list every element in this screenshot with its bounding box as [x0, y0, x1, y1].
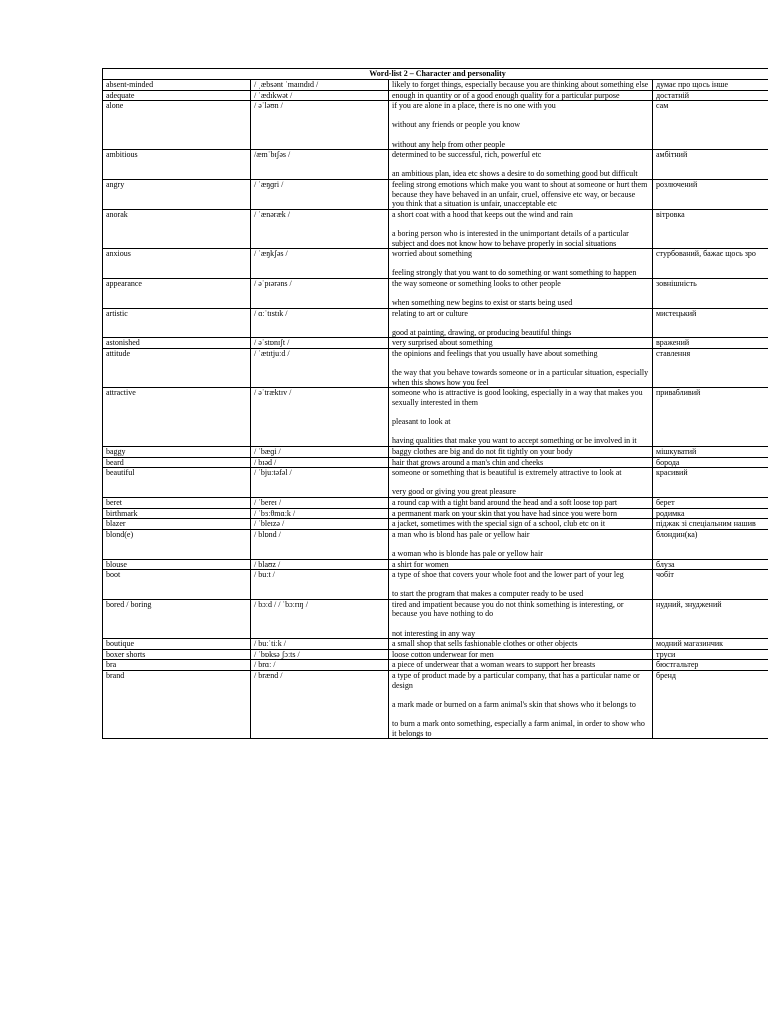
table-row [103, 671, 768, 739]
pronunciation-cell: / blɒnd / [251, 529, 389, 559]
definition-text: someone who is attractive is good looking, especially in a way that makes you sexually interested in them [392, 388, 643, 407]
definition-text: a mark made or burned on a farm animal's skin that shows who it belongs to [392, 699, 636, 709]
definition-text: a shirt for women [392, 559, 449, 569]
table-row [103, 249, 768, 279]
definition-text: a round cap with a tight band around the head and a soft loose top part [392, 497, 618, 507]
word-cell: alone [103, 101, 251, 150]
word-list-body [103, 69, 768, 739]
definition-text: when something new begins to exist or starts being used [392, 298, 573, 308]
definition-text: a woman who is blonde has pale or yellow hair [392, 548, 543, 558]
word-cell: boot [103, 570, 251, 600]
table-row [103, 278, 768, 308]
table-row [103, 150, 768, 180]
definition-text: good at painting, drawing, or producing beautiful things [392, 327, 572, 337]
definition-text: a permanent mark on your skin that you have had since you were born [392, 508, 618, 518]
pronunciation-cell: / ˈbæɡi / [251, 446, 389, 457]
definition-text: very surprised about something [392, 338, 493, 348]
definition-cell [389, 446, 653, 457]
pronunciation-cell: / əˈpɪərəns / [251, 278, 389, 308]
definition-cell [389, 508, 653, 519]
pronunciation-cell: / əˈləʊn / [251, 101, 389, 150]
definition-text: very good or giving you great pleasure [392, 487, 516, 497]
table-row [103, 649, 768, 660]
definition-text: the opinions and feelings that you usually have about something [392, 349, 598, 359]
definition-text: worried about something [392, 249, 472, 259]
table-row [103, 308, 768, 338]
translation-cell: привабливий [653, 388, 768, 447]
definition-text: a man who is blond has pale or yellow hair [392, 529, 530, 539]
translation-cell: модний магазинчик [653, 639, 768, 650]
definition-cell [389, 80, 653, 91]
table-row [103, 599, 768, 638]
word-cell: angry [103, 179, 251, 209]
translation-cell: зовнішність [653, 278, 768, 308]
word-cell: beret [103, 497, 251, 508]
translation-cell: мішкуватий [653, 446, 768, 457]
definition-text: not interesting in any way [392, 628, 476, 638]
definition-cell [389, 497, 653, 508]
pronunciation-cell: / ˈbɜːθmɑːk / [251, 508, 389, 519]
translation-cell: амбітний [653, 150, 768, 180]
table-row [103, 80, 768, 91]
pronunciation-cell: / ˈbleɪzə / [251, 519, 389, 530]
table-row [103, 209, 768, 248]
word-cell: appearance [103, 278, 251, 308]
definition-cell [389, 599, 653, 638]
definition-text: determined to be successful, rich, powerful etc [392, 150, 542, 160]
definition-cell [389, 90, 653, 101]
definition-text: feeling strongly that you want to do something or want something to happen [392, 268, 637, 278]
definition-cell [389, 349, 653, 388]
pronunciation-cell: / əˈstɒnɪʃt / [251, 338, 389, 349]
definition-cell [389, 150, 653, 180]
translation-cell: бренд [653, 671, 768, 739]
word-cell: blond(e) [103, 529, 251, 559]
definition-cell [389, 278, 653, 308]
table-row [103, 519, 768, 530]
pronunciation-cell: / əˈtræktɪv / [251, 388, 389, 447]
definition-cell [389, 179, 653, 209]
table-row [103, 179, 768, 209]
definition-cell [389, 671, 653, 739]
definition-cell [389, 660, 653, 671]
definition-text: tired and impatient because you do not think something is interesting, or because you have nothing to do [392, 599, 624, 619]
pronunciation-cell: / brɑː / [251, 660, 389, 671]
definition-text: baggy clothes are big and do not fit tightly on your body [392, 446, 573, 456]
definition-cell [389, 639, 653, 650]
pronunciation-cell: / bɔːd / / ˈbɔːrɪŋ / [251, 599, 389, 638]
word-cell: attractive [103, 388, 251, 447]
definition-cell [389, 457, 653, 468]
table-row [103, 529, 768, 559]
definition-text: if you are alone in a place, there is no one with you [392, 101, 556, 111]
word-cell: artistic [103, 308, 251, 338]
table-row [103, 446, 768, 457]
definition-text: a small shop that sells fashionable clothes or other objects [392, 639, 578, 649]
title-row [103, 69, 768, 80]
translation-cell: блуза [653, 559, 768, 570]
definition-text: pleasant to look at [392, 417, 451, 427]
pronunciation-cell: / bɪəd / [251, 457, 389, 468]
translation-cell: блондин(ка) [653, 529, 768, 559]
definition-cell [389, 249, 653, 279]
table-row [103, 570, 768, 600]
pronunciation-cell: / ˈædɪkwət / [251, 90, 389, 101]
word-cell: anorak [103, 209, 251, 248]
definition-text: a type of shoe that covers your whole foot and the lower part of your leg [392, 570, 624, 580]
definition-cell [389, 101, 653, 150]
table-row [103, 349, 768, 388]
translation-cell: мистецький [653, 308, 768, 338]
pronunciation-cell: / ˈæŋɡri / [251, 179, 389, 209]
translation-cell: ставлення [653, 349, 768, 388]
translation-cell: нудний, знуджений [653, 599, 768, 638]
translation-cell: чобіт [653, 570, 768, 600]
pronunciation-cell: / ˈbjuːtəfəl / [251, 468, 389, 498]
translation-cell: стурбований, бажає щось зро [653, 249, 768, 279]
table-row [103, 457, 768, 468]
definition-cell [389, 209, 653, 248]
pronunciation-cell: / ˈænəræk / [251, 209, 389, 248]
translation-cell: розлючений [653, 179, 768, 209]
word-cell: boutique [103, 639, 251, 650]
word-cell: astonished [103, 338, 251, 349]
definition-text: a type of product made by a particular company, that has a particular name or design [392, 671, 640, 690]
definition-cell [389, 388, 653, 447]
pronunciation-cell: / ˈbɒksə ʃɔːts / [251, 649, 389, 660]
definition-cell [389, 570, 653, 600]
table-row [103, 388, 768, 447]
word-cell: absent-minded [103, 80, 251, 91]
word-cell: boxer shorts [103, 649, 251, 660]
pronunciation-cell: / ˈbereɪ / [251, 497, 389, 508]
word-cell: birthmark [103, 508, 251, 519]
definition-text: feeling strong emotions which make you want to shout at someone or hurt them because they have behaved in an unfair, cruel, offensive etc way, or because you think that a situation is unfair, unacceptable etc [392, 179, 648, 209]
table-row [103, 90, 768, 101]
pronunciation-cell: / buːˈtiːk / [251, 639, 389, 650]
pronunciation-cell: / ɑːˈtɪstɪk / [251, 308, 389, 338]
definition-text: a piece of underwear that a woman wears to support her breasts [392, 660, 596, 670]
pronunciation-cell: / blaʊz / [251, 559, 389, 570]
word-cell: baggy [103, 446, 251, 457]
definition-text: someone or something that is beautiful is extremely attractive to look at [392, 468, 622, 478]
translation-cell: бюстгальтер [653, 660, 768, 671]
definition-cell [389, 529, 653, 559]
word-list-title: Word-list 2 – Character and personality [103, 69, 768, 80]
definition-text: the way someone or something looks to other people [392, 278, 561, 288]
definition-text: without any friends or people you know [392, 120, 520, 130]
word-cell: bored / boring [103, 599, 251, 638]
pronunciation-cell: / brænd / [251, 671, 389, 739]
translation-cell: сам [653, 101, 768, 150]
definition-text: to start the program that makes a computer ready to be used [392, 589, 584, 599]
table-row [103, 101, 768, 150]
word-cell: beautiful [103, 468, 251, 498]
pronunciation-cell: / buːt / [251, 570, 389, 600]
table-row [103, 497, 768, 508]
word-cell: beard [103, 457, 251, 468]
definition-text: a jacket, sometimes with the special sign of a school, club etc on it [392, 519, 606, 529]
definition-cell [389, 308, 653, 338]
translation-cell: берет [653, 497, 768, 508]
definition-text: an ambitious plan, idea etc shows a desire to do something good but difficult [392, 169, 638, 179]
table-row [103, 338, 768, 349]
definition-cell [389, 468, 653, 498]
definition-text: a short coat with a hood that keeps out the wind and rain [392, 209, 573, 219]
word-cell: ambitious [103, 150, 251, 180]
table-row [103, 660, 768, 671]
definition-text: to burn a mark onto something, especially a farm animal, in order to show who it belongs to [392, 719, 645, 738]
pronunciation-cell: /æmˈbɪʃəs / [251, 150, 389, 180]
definition-cell [389, 519, 653, 530]
translation-cell: думає про щось інше [653, 80, 768, 91]
word-cell: bra [103, 660, 251, 671]
translation-cell: красивий [653, 468, 768, 498]
translation-cell: вітровка [653, 209, 768, 248]
word-cell: adequate [103, 90, 251, 101]
translation-cell: достатній [653, 90, 768, 101]
translation-cell: вражений [653, 338, 768, 349]
translation-cell: піджак зі спеціальним нашив [653, 519, 768, 530]
definition-text: likely to forget things, especially because you are thinking about something else [392, 80, 649, 89]
pronunciation-cell: / ˈætɪtjuːd / [251, 349, 389, 388]
translation-cell: борода [653, 457, 768, 468]
table-row [103, 508, 768, 519]
pronunciation-cell: / ˌæbsənt ˈmaɪndɪd / [251, 80, 389, 91]
translation-cell: труси [653, 649, 768, 660]
word-list-table [102, 68, 768, 739]
definition-text: loose cotton underwear for men [392, 649, 494, 659]
definition-text: the way that you behave towards someone or in a particular situation, especially when this shows how you feel [392, 368, 649, 387]
table-row [103, 639, 768, 650]
definition-cell [389, 338, 653, 349]
pronunciation-cell: / ˈæŋkʃəs / [251, 249, 389, 279]
definition-text: relating to art or culture [392, 308, 468, 318]
definition-text: a boring person who is interested in the unimportant details of a particular subject and does not know how to behave properly in social situations [392, 228, 629, 248]
translation-cell: родимка [653, 508, 768, 519]
table-row [103, 559, 768, 570]
word-cell: attitude [103, 349, 251, 388]
definition-text: enough in quantity or of a good enough quality for a particular purpose [392, 90, 620, 100]
table-row [103, 468, 768, 498]
definition-text: having qualities that make you want to accept something or be involved in it [392, 436, 637, 446]
definition-text: hair that grows around a man's chin and cheeks [392, 457, 544, 467]
definition-cell [389, 559, 653, 570]
definition-cell [389, 649, 653, 660]
word-cell: brand [103, 671, 251, 739]
word-cell: blouse [103, 559, 251, 570]
definition-text: without any help from other people [392, 139, 506, 149]
word-cell: anxious [103, 249, 251, 279]
word-cell: blazer [103, 519, 251, 530]
